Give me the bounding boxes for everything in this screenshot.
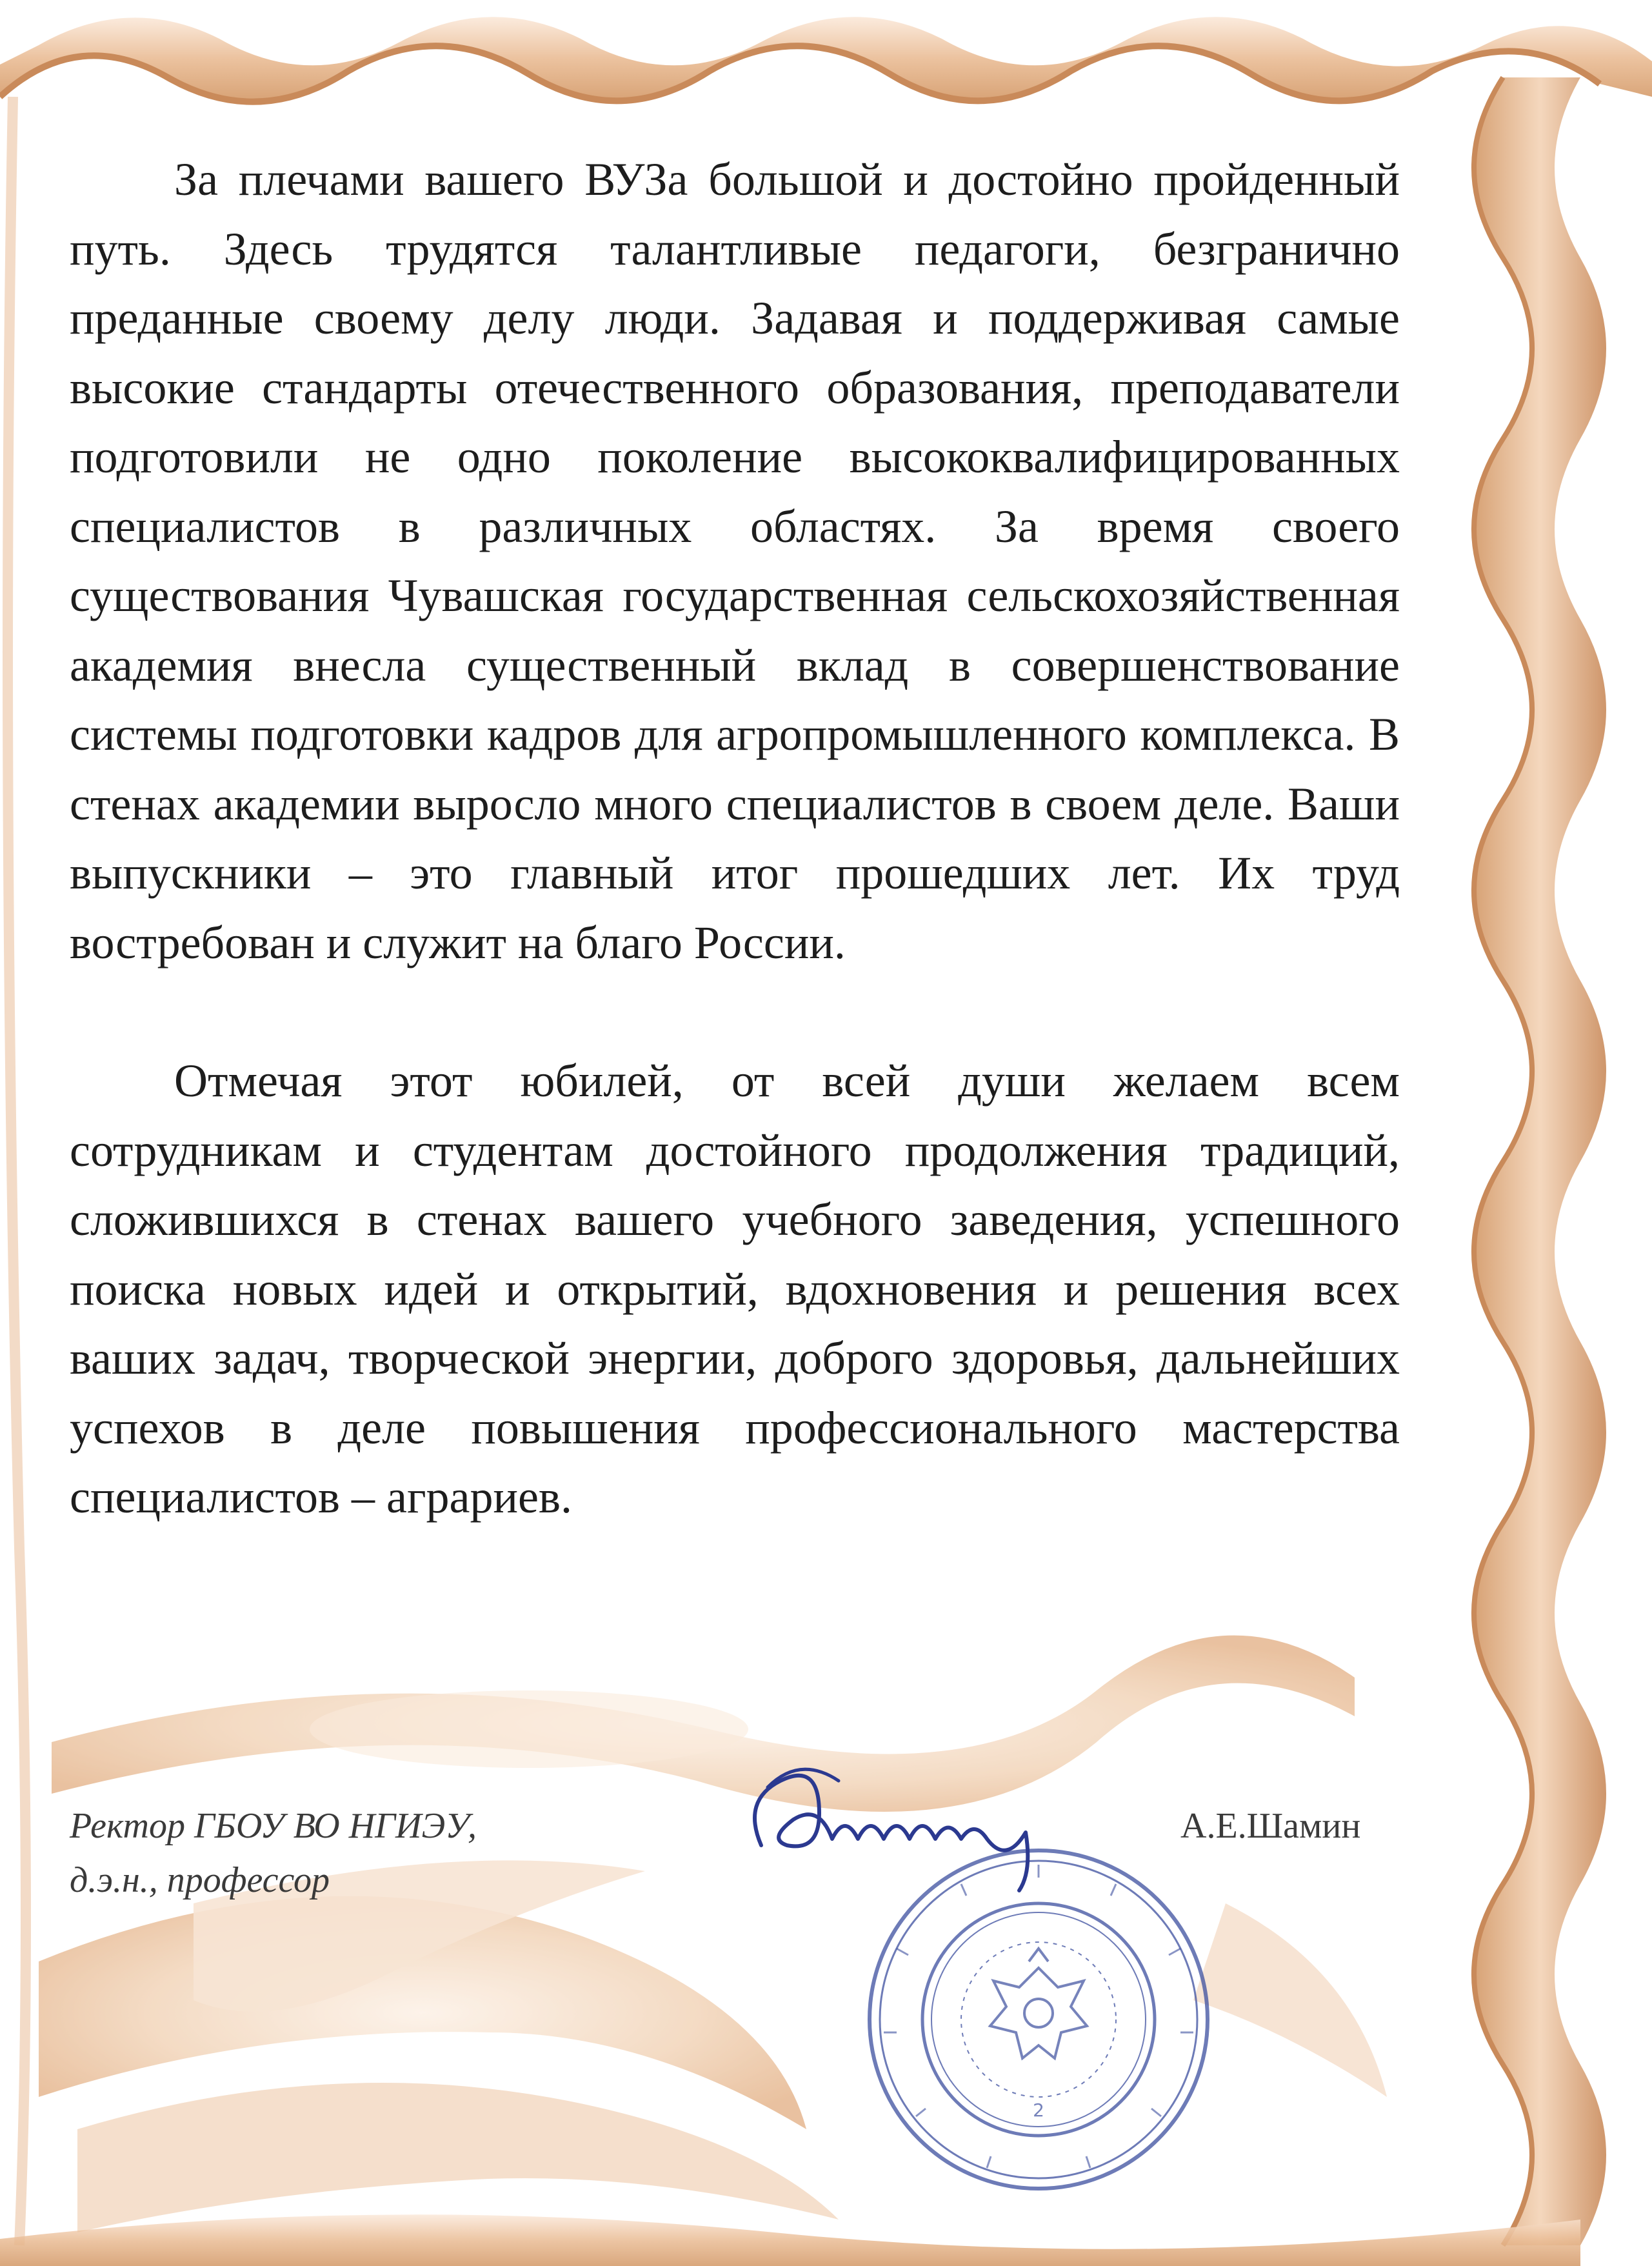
svg-text:2: 2: [1033, 2100, 1044, 2121]
eagle-emblem: [990, 1949, 1087, 2058]
left-border: [8, 97, 26, 2245]
signatory-degree: д.э.н., профессор: [70, 1860, 330, 1900]
top-border: [0, 17, 1652, 101]
signatory-position: Ректор ГБОУ ВО НГИЭУ,: [70, 1806, 477, 1846]
letter-paragraph: За плечами вашего ВУЗа большой и достойно пройденный путь. Здесь трудятся талантливые педагоги, безгранично преданные своему делу люди. Задавая и поддерживая самые высокие стандарты отечественного образования, преподаватели подготовили не одно поколение высококвалифицированных специалистов в различных областях. За время своего существования Чувашская государственная сельскохозяйственная академия внесла существенный вклад в совершенствование системы подготовки кадров для агропромышленного комплекса. В стенах академии выросло много специалистов в своем деле. Ваши выпускники – это главный итог прошедших лет. Их труд востребован и служит на благо России.: [70, 154, 1400, 968]
signatory-title: [70, 1799, 477, 1907]
bottom-border: [0, 2214, 1580, 2266]
letter-paragraph: Отмечая этот юбилей, от всей души желаем всем сотрудникам и студентам достойного продолжения традиций, сложившихся в стенах вашего учебного заведения, успешного поиска новых идей и открытий, вдохновения и решения всех ваших задач, творческой энергии, доброго здоровья, дальнейших успехов в деле повышения профессионального мастерства специалистов – аграриев.: [70, 1055, 1400, 1523]
right-border: [1474, 77, 1606, 2245]
letter-body: [70, 145, 1400, 1532]
handwritten-signature: [722, 1742, 1084, 1897]
signatory-name: А.Е.Шамин: [1180, 1806, 1361, 1846]
